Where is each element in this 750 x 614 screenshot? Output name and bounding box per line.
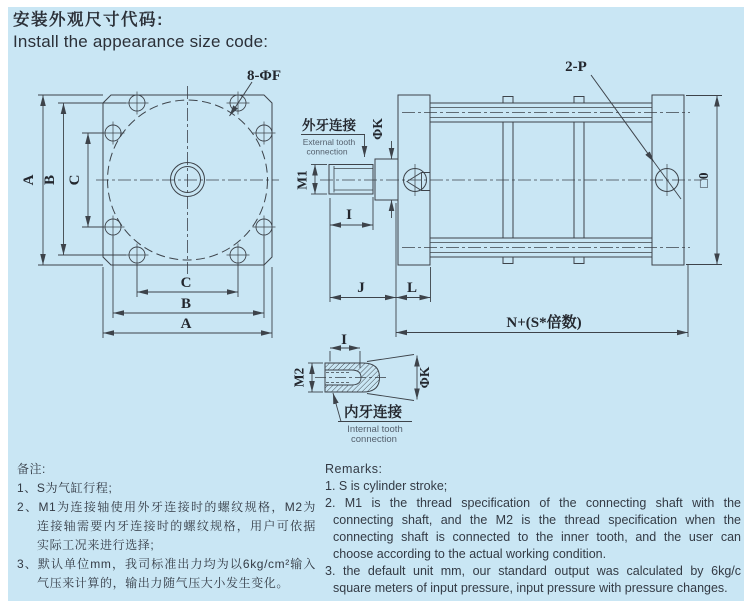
internal-tooth-label-en1: Internal tooth: [347, 424, 403, 435]
dim-m2: M2: [291, 367, 307, 388]
dim-l: L: [406, 280, 418, 296]
remarks-english: [325, 461, 741, 597]
dim-i-internal: I: [341, 332, 347, 348]
port-front: [404, 164, 427, 196]
remark-line: 1. S is cylinder stroke;: [325, 479, 448, 493]
dim-c-bottom: C: [180, 275, 192, 291]
remark-line: square meters of input pressure, input pressure with pressure changes.: [333, 581, 728, 595]
m1-dimension: [311, 165, 327, 195]
page-title-english: Install the appearance size code:: [13, 32, 269, 51]
rod-boss: [375, 159, 398, 200]
remarks-chinese: [17, 460, 316, 593]
external-tooth-joint: [301, 135, 430, 303]
remark-line: 2. M1 is the thread specification of the connecting shaft with the: [325, 496, 741, 510]
dim-c-left: C: [67, 174, 83, 186]
tie-rod-bottom: [402, 238, 690, 257]
external-tooth-label-en2: connection: [306, 146, 348, 157]
dim-k-external: ΦK: [370, 118, 385, 140]
ports-count-label: 2-P: [565, 59, 587, 75]
remark-line: connecting shaft, and the M2 is the thread specification when the: [333, 513, 741, 527]
front-flange-view: [38, 82, 279, 338]
remark-line: 连接轴需要内牙连接时的螺纹规格，用户可依据: [37, 519, 316, 533]
threaded-stud: [329, 165, 373, 195]
remarks-zh-header: 备注:: [17, 462, 46, 476]
dim-a-left: A: [21, 174, 37, 186]
remark-line: choose according to the actual working condition.: [333, 547, 607, 561]
dim-b-left: B: [42, 174, 58, 186]
holes-count-label: 8-ΦF: [246, 68, 282, 84]
remark-line: 3. the default unit mm, our standard output was calculated by 6kg/c: [325, 564, 741, 578]
remark-line: 气压来计算的，输出力随气压大小发生变化。: [37, 576, 290, 590]
dim-m1: M1: [294, 170, 310, 190]
dim-square-o: □0: [696, 172, 711, 188]
remark-line: 实际工况来进行选择;: [37, 538, 155, 552]
remarks-en-header: Remarks:: [325, 462, 383, 476]
dim-j: J: [357, 280, 365, 296]
remark-line: connecting shaft is connected to the inner tooth, and the user can: [333, 530, 741, 544]
dim-b-bottom: B: [180, 296, 192, 312]
internal-tooth-label-en2: connection: [351, 434, 397, 445]
remark-line: 2、M1为连接轴使用外牙连接时的螺纹规格，M2为: [17, 500, 316, 514]
dim-k-internal: ΦK: [417, 366, 432, 389]
external-tooth-label-zh: 外牙连接: [302, 118, 356, 133]
external-tooth-label-en1: External tooth: [302, 137, 356, 147]
dim-a-bottom: A: [180, 316, 192, 332]
bolt-holes: [102, 92, 276, 267]
dim-i-external: I: [346, 207, 352, 223]
remark-line: 3、默认单位mm，我司标准出力均为以6kg/cm²输入: [17, 557, 316, 571]
tie-rod-top: [402, 103, 690, 122]
page-title-chinese: 安装外观尺寸代码:: [13, 11, 164, 29]
internal-tooth-label-zh: 内牙连接: [344, 405, 402, 421]
remark-line: 1、S为气缸行程;: [17, 481, 113, 495]
dim-n-stroke: N+(S*倍数): [506, 315, 582, 331]
